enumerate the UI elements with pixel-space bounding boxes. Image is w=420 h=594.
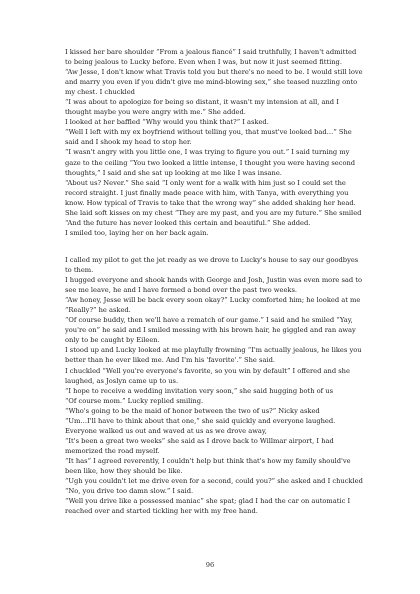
- paragraph: She laid soft kisses on my chest “They are my past, and you are my future.” She smiled “And the future has never looked this certain and beautiful.” She added.: [65, 208, 362, 227]
- paragraph: “Well you drive like a possessed maniac” she spat; glad I had the car on automatic I reached over and started tickling her with my free hand.: [65, 497, 351, 516]
- paragraph: “I was about to apologize for being so distant, it wasn't my intension at all, and I thought maybe you were angry with me.” She added.: [65, 98, 339, 117]
- paragraph: “Of course buddy, then we'll have a rematch of our game.” I said and he smiled “Yay, you're on” he said and I smiled messing with his brown hair, he giggled and ran away only to be caught by Eileen.: [65, 316, 356, 345]
- paragraph: I stood up and Lucky looked at me playfully frowning “I'm actually jealous, he likes you better than he ever liked me. And I'm his 'favorite'.” She said.: [65, 346, 362, 365]
- paragraph: “I hope to receive a wedding invitation very soon,” she said hugging both of us: [65, 386, 334, 395]
- paragraph: I hugged everyone and shook hands with George and Josh, Justin was even more sad to see me leave, he and I have formed a bond over the past two weeks.: [65, 276, 363, 295]
- paragraph: I kissed her bare shoulder “From a jealous fiancé” I said truthfully, I haven't admitted to being jealous to Lucky before. Even when I was, but now it just seemed fitting.: [65, 48, 357, 67]
- paragraph: “About us? Never.” She said “I only went for a walk with him just so I could set the record straight. I just finally made peace with him, with Tanya, with everything you know. How typical of Travis to take that the wrong way” she added shaking her head.: [65, 178, 356, 207]
- paragraph: I called my pilot to get the jet ready as we drove to Lucky's house to say our goodbyes to them.: [65, 256, 359, 275]
- paragraph: “Aw honey, Jesse will be back every soon okay?” Lucky comforted him; he looked at me “Really?” he asked.: [65, 296, 361, 315]
- paragraph: I looked at her baffled “Why would you think that?” I asked.: [65, 118, 269, 127]
- paragraph: I chuckled “Well you're everyone's favorite, so you win by default” I offered and she laughed, as Joslyn came up to us.: [65, 366, 350, 385]
- paragraph: “Of course mom.” Lucky replied smiling.: [65, 396, 204, 405]
- paragraph: “It has” I agreed reverently, I couldn't help but think that's how my family should've been like, how they should be like.: [65, 456, 351, 475]
- paragraph: “It's been a great two weeks” she said as I drove back to Willmar airport, I had memorized the road myself.: [65, 436, 334, 455]
- text-section-1: [65, 47, 365, 238]
- paragraph: “I wasn't angry with you little one, I was trying to figure you out.” I said turning my gaze to the ceiling “You two looked a little intense, I thought you were having second thoughts,” I said and she sat up looking at me like I was insane.: [65, 148, 356, 177]
- paragraph: “Ugh you couldn't let me drive even for a second, could you?” she asked and I chuckled “No, you drive too damn slow.” I said.: [65, 477, 363, 496]
- paragraph: “Um…I'll have to think about that one,” she said quickly and everyone laughed. Everyone walked us out and waved at us as we drove away,: [65, 416, 336, 435]
- page-number: 96: [205, 561, 215, 569]
- paragraph: “Aw Jesse, I don't know what Travis told you but there's no need to be. I would still love and marry you even if you didn't give me mind-blowing sex,” she teased nuzzling onto my chest. I chuckled: [65, 68, 363, 97]
- paragraph: “Well I left with my ex boyfriend without telling you, that must've looked bad…” She said and I shook my head to stop her.: [65, 128, 352, 147]
- paragraph: “Who's going to be the maid of honor between the two of us?” Nicky asked: [65, 406, 320, 415]
- paragraph: I smiled too, laying her on her back again.: [65, 228, 209, 237]
- text-section-2: [65, 255, 365, 516]
